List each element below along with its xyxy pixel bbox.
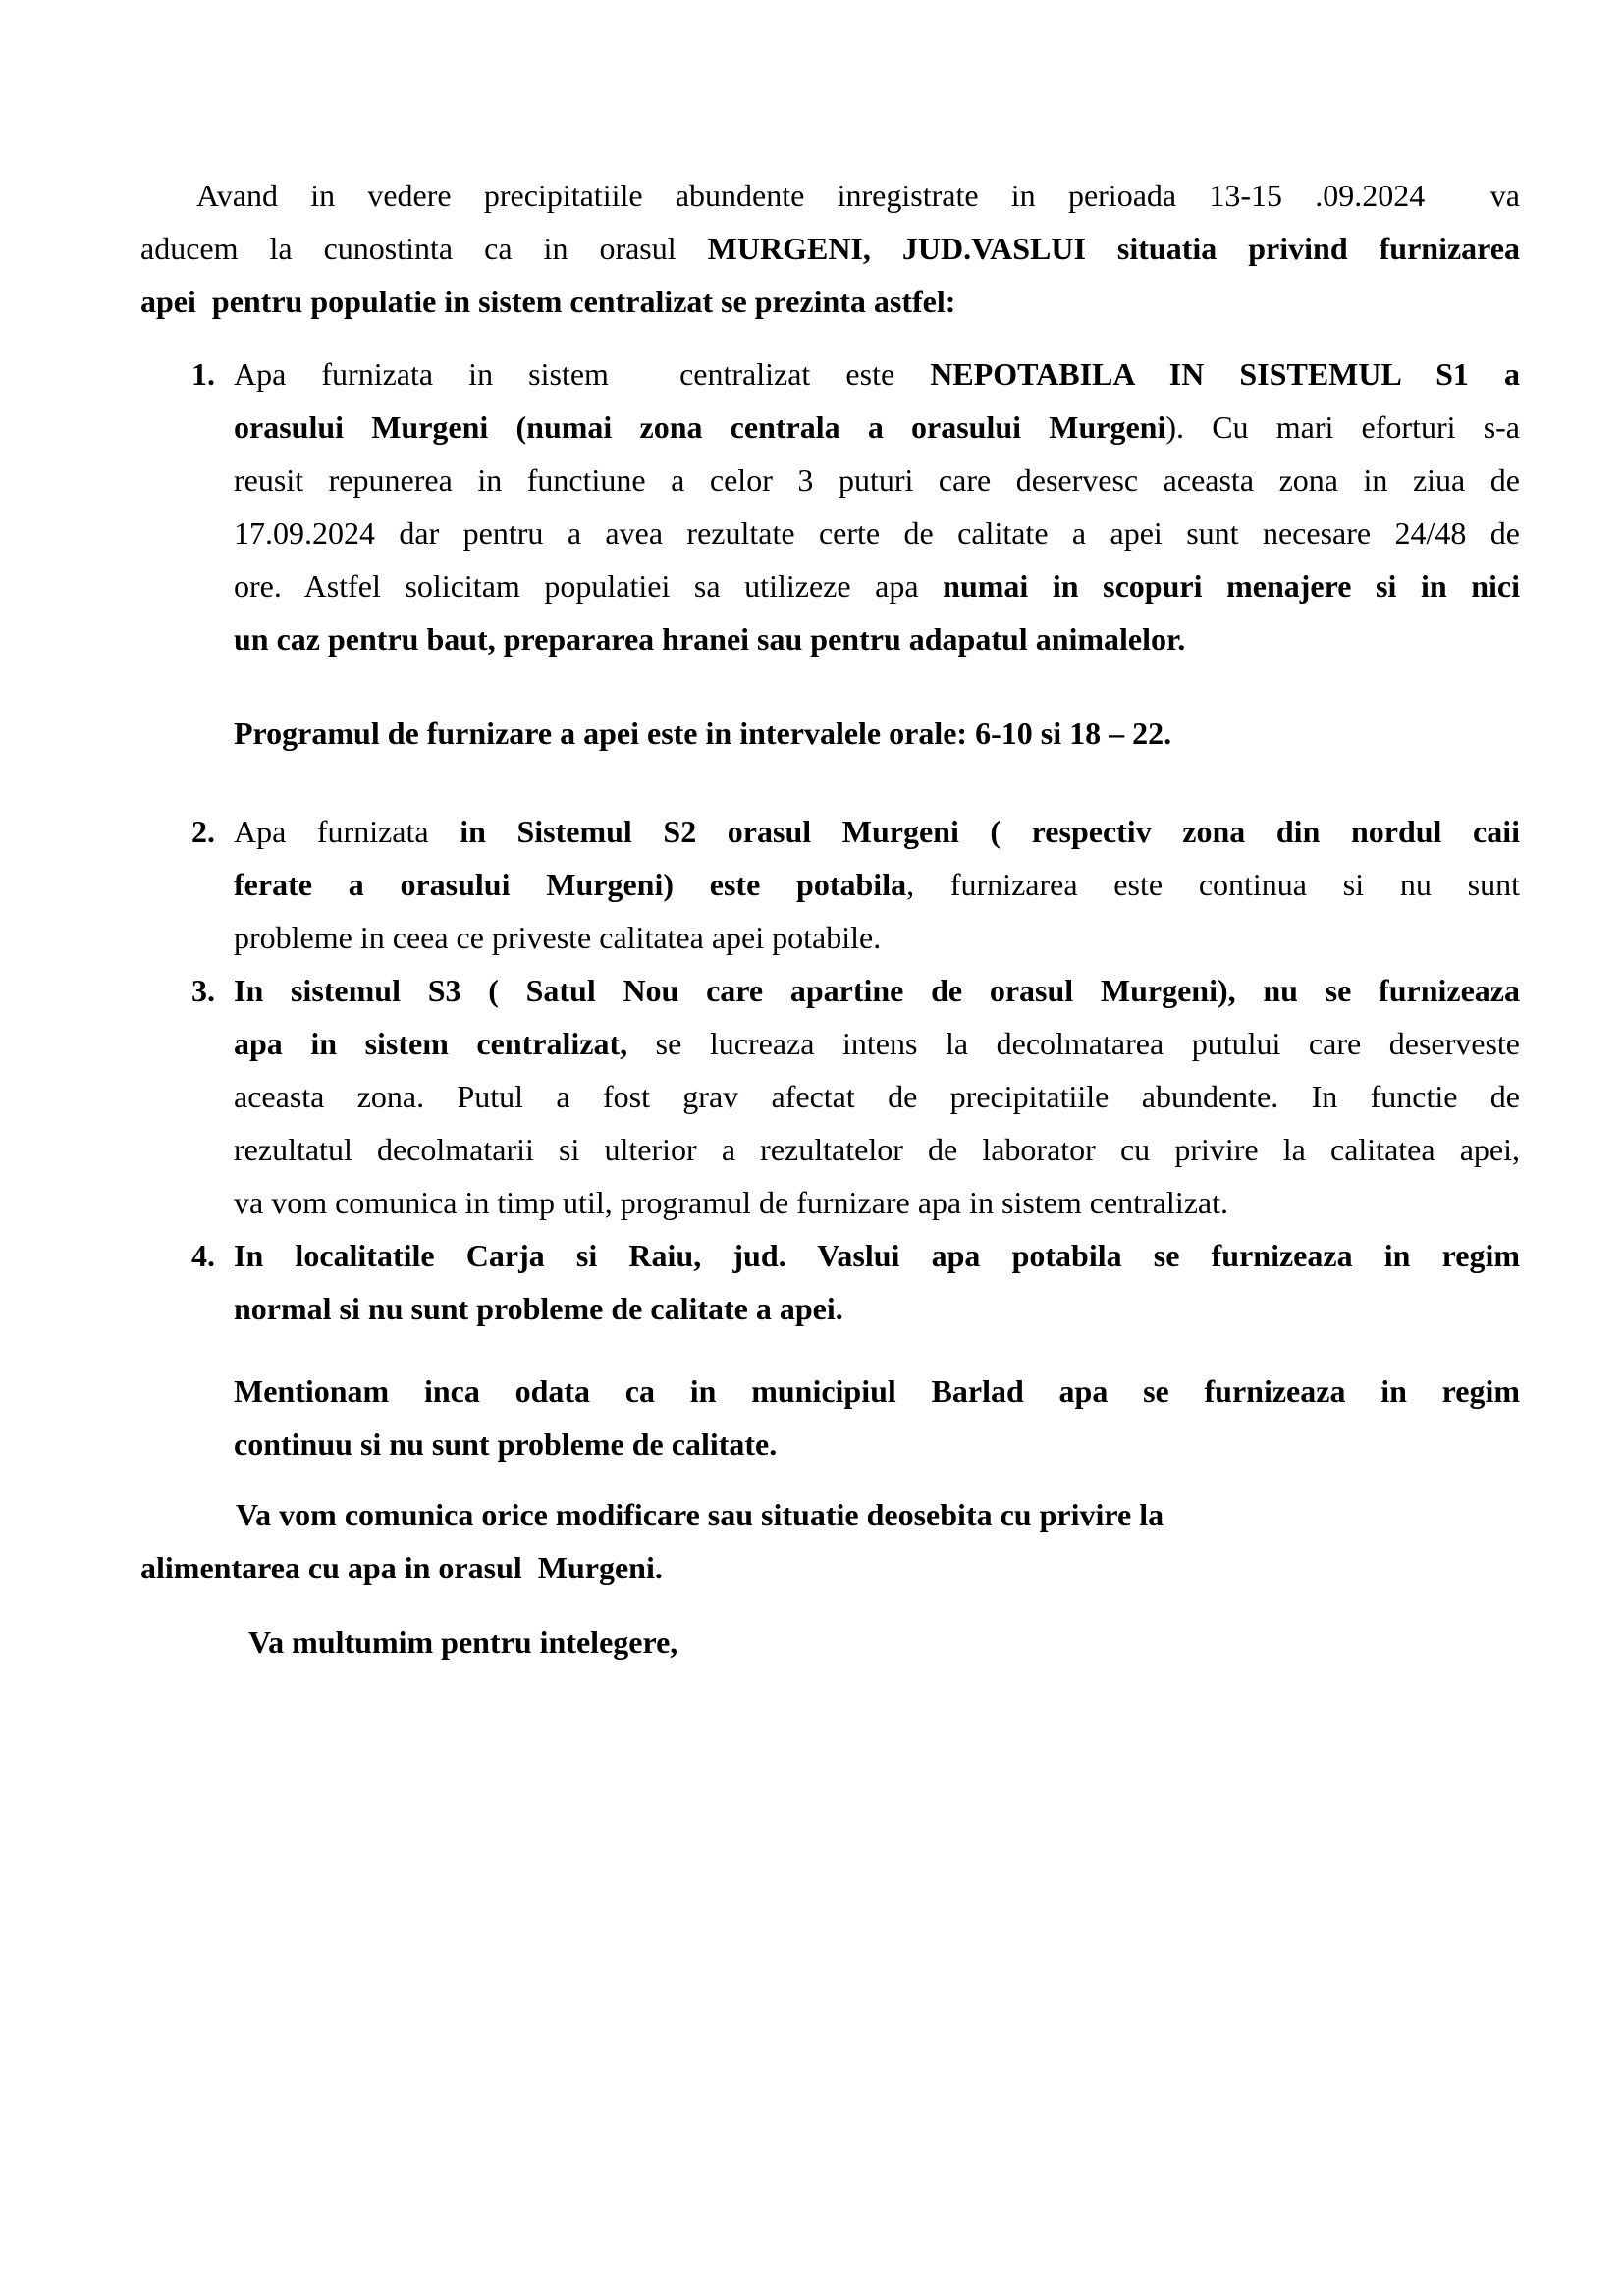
text-line: [234, 964, 1520, 1017]
bold-text-run: Programul de furnizare a apei este in intervalele orale: 6-10 si 18 – 22.: [234, 716, 1172, 751]
bold-text-run: ferate a orasului Murgeni) este potabila: [234, 867, 907, 902]
bold-text-run: orasului Murgeni (numai zona centrala a orasului Murgeni: [234, 409, 1166, 445]
text-line: [140, 169, 1520, 222]
text-line: [248, 1616, 1520, 1669]
bold-text-run: apei pentru populatie in sistem centralizat se prezinta astfel:: [140, 284, 956, 319]
text-line: [140, 222, 1520, 275]
list-item-2: [140, 805, 1520, 964]
bold-text-run: un caz pentru baut, prepararea hranei sau pentru adapatul animalelor.: [234, 621, 1186, 657]
bold-text-run: Mentionam inca odata ca in municipiul Barlad apa se furnizeaza in regim: [234, 1373, 1520, 1409]
bold-text-run: apa in sistem centralizat,: [234, 1026, 628, 1061]
list-item-3: [140, 964, 1520, 1229]
text-line: [234, 1176, 1520, 1229]
text-run: ore. Astfel solicitam populatiei sa utilizeze apa: [234, 568, 944, 604]
text-line: [234, 1417, 1520, 1470]
text-line: [234, 1282, 1520, 1335]
bold-text-run: In localitatile Carja si Raiu, jud. Vaslui apa potabila se furnizeaza in regim: [234, 1238, 1520, 1273]
list-number: 2.: [191, 814, 215, 849]
text-line: [234, 400, 1520, 454]
text-run: Apa furnizata: [234, 814, 460, 849]
text-run: ). Cu mari eforturi s-a: [1165, 409, 1521, 445]
barlad-paragraph: [140, 1364, 1520, 1470]
text-line: [234, 1017, 1520, 1070]
schedule-paragraph: [140, 707, 1520, 760]
bold-text-run: Va multumim pentru intelegere,: [248, 1625, 678, 1660]
text-line: [140, 275, 1520, 328]
text-line: [234, 911, 1520, 964]
text-run: aducem la cunostinta ca in orasul: [140, 231, 708, 266]
text-run: Avand in vedere precipitatiile abundente inregistrate in perioada 13-15 .09.2024 va: [196, 178, 1520, 213]
text-run: se lucreaza intens la decolmatarea putului care deserveste: [627, 1026, 1521, 1061]
text-line: [234, 1364, 1520, 1417]
text-line: [234, 347, 1520, 400]
text-line: [234, 507, 1520, 560]
bold-text-run: continuu si nu sunt probleme de calitate.: [234, 1426, 778, 1462]
bold-text-run: in Sistemul S2 orasul Murgeni ( respectiv zona din nordul caii: [460, 814, 1521, 849]
thanks-paragraph: [140, 1616, 1520, 1669]
text-run: Apa furnizata in sistem centralizat este: [234, 356, 931, 392]
bold-text-run: MURGENI, JUD.VASLUI situatia privind furnizarea: [707, 231, 1521, 266]
text-run: , furnizarea este continua si nu sunt: [906, 867, 1521, 902]
text-line: [234, 858, 1520, 911]
text-line: [234, 1123, 1520, 1176]
text-line: [234, 1070, 1520, 1123]
bold-text-run: normal si nu sunt probleme de calitate a apei.: [234, 1291, 843, 1326]
text-line: [234, 707, 1520, 760]
text-line: [234, 1229, 1520, 1282]
list-number: 1.: [191, 356, 215, 392]
list-number: 3.: [191, 973, 215, 1008]
text-line: [140, 1541, 1520, 1594]
intro-paragraph: [140, 169, 1520, 328]
text-line: [234, 454, 1520, 507]
text-line: [140, 1488, 1520, 1541]
text-line: [234, 560, 1520, 613]
text-line: [234, 805, 1520, 858]
bold-text-run: NEPOTABILA IN SISTEMUL S1 a: [930, 356, 1521, 392]
text-run: va vom comunica in timp util, programul de furnizare apa in sistem centralizat.: [234, 1185, 1228, 1220]
list-item-4: [140, 1229, 1520, 1335]
bold-text-run: alimentarea cu apa in orasul Murgeni.: [140, 1550, 663, 1585]
bold-text-run: In sistemul S3 ( Satul Nou care apartine de orasul Murgeni), nu se furnizeaza: [234, 973, 1520, 1008]
text-run: 17.09.2024 dar pentru a avea rezultate certe de calitate a apei sunt necesare 24/48 de: [234, 515, 1520, 551]
text-run: probleme in ceea ce priveste calitatea apei potabile.: [234, 920, 882, 955]
text-line: [234, 613, 1520, 666]
update-paragraph: [140, 1488, 1520, 1594]
list-item-1: [140, 347, 1520, 666]
bold-text-run: numai in scopuri menajere si in nici: [943, 568, 1521, 604]
text-run: reusit repunerea in functiune a celor 3 puturi care deservesc aceasta zona in ziua de: [234, 462, 1520, 498]
list-number: 4.: [191, 1238, 215, 1273]
text-run: rezultatul decolmatarii si ulterior a rezultatelor de laborator cu privire la calitatea apei,: [234, 1132, 1520, 1167]
text-run: aceasta zona. Putul a fost grav afectat de precipitatiile abundente. In functie de: [234, 1079, 1520, 1114]
bold-text-run: Va vom comunica orice modificare sau situatie deosebita cu privire la: [236, 1497, 1164, 1532]
